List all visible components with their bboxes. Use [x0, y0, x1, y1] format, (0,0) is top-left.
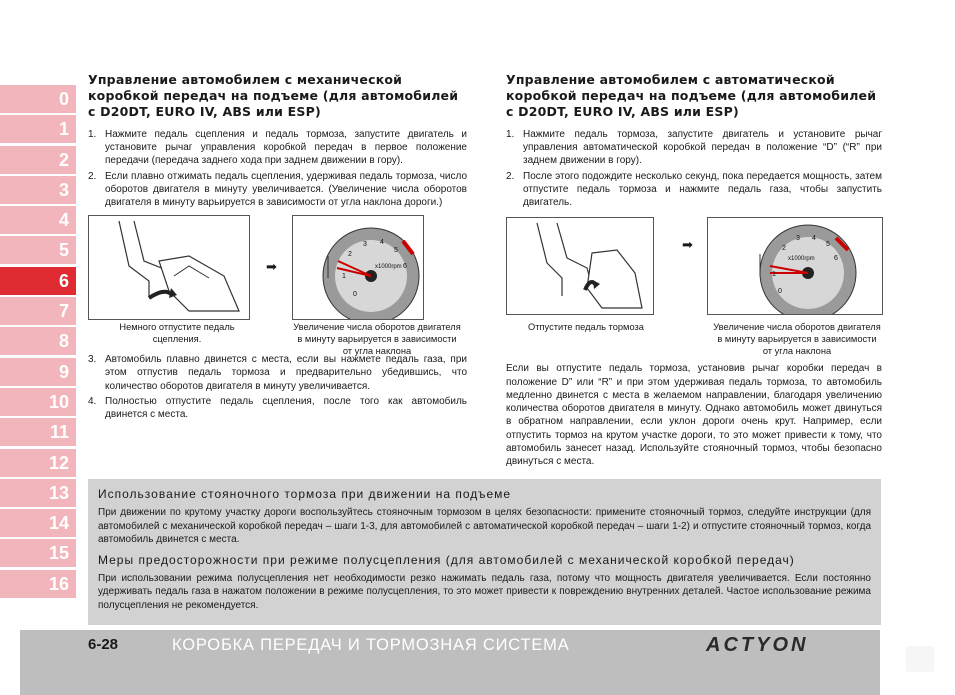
svg-text:5: 5: [394, 247, 398, 255]
manual-figures: [88, 215, 467, 357]
tachometer-illustration: [292, 215, 424, 320]
chapter-tab-9[interactable]: 9: [0, 358, 76, 386]
tacho-unit-label: x1000rpm: [375, 264, 402, 271]
info-heading-parking-brake: Использование стояночного тормоза при движении на подъеме: [98, 487, 512, 501]
manual-steps-b: [88, 353, 467, 421]
manual-transmission-section: [88, 72, 467, 423]
automatic-steps: [506, 128, 882, 209]
info-text-parking-brake: При движении по крутому участку дороги воспользуйтесь стояночным тормозом в целях безопасности: примените стояночный тормоз, следуйте инструкции (для автомобилей с механической коробкой передач – шаги 1-3, для автомобилей с автоматической коробкой передач – шаги 1-2) и отпустите стояночный тормоз, когда автомобиль двинется с места.: [98, 507, 871, 545]
arrow-icon: ➡: [682, 237, 693, 253]
brand-logo: ACTYON: [706, 634, 809, 656]
svg-text:0: 0: [353, 291, 357, 299]
svg-text:1: 1: [342, 273, 346, 281]
info-box: [88, 479, 881, 625]
caption-tacho: Увеличение числа оборотов двигателя в минуту варьируется в зависимости от угла наклона: [293, 322, 461, 357]
svg-text:5: 5: [826, 241, 830, 249]
caption-tacho: Увеличение числа оборотов двигателя в минуту варьируется в зависимости от угла наклона: [713, 322, 881, 357]
tacho-unit-label: x1000rpm: [788, 256, 815, 263]
chapter-tab-1[interactable]: 1: [0, 115, 76, 143]
chapter-tab-11[interactable]: 11: [0, 418, 76, 446]
step-item: 2. После этого подождите несколько секунд, пока передается мощность, затем отпустите педаль тормоза и нажмите педаль газа, чтобы запустить двигатель.: [506, 170, 882, 209]
brake-pedal-illustration: [506, 217, 654, 315]
step-item: 2. Если плавно отжимать педаль сцепления, удерживая педаль тормоза, число оборотов двигателя в минуту увеличивается. (Увеличение числа оборотов двигателя в минуту варьируется в зависимости от угла наклона дороги.): [88, 170, 467, 209]
info-heading-half-clutch: Меры предосторожности при режиме полусцепления (для автомобилей с механической коробкой передач): [98, 552, 795, 567]
caption-clutch: Немного отпустите педаль сцепления.: [119, 322, 235, 345]
chapter-tab-0[interactable]: 0: [0, 85, 76, 113]
info-text-half-clutch: При использовании режима полусцепления нет необходимости резко нажимать педаль газа, потому что мощность двигателя увеличивается. Если постоянно удерживать педаль газа в нажатом положении в режиме полусцепления, то это может привести к повреждению внутренних деталей. Частое использование режима полусцепления не рекомендуется.: [98, 572, 871, 611]
chapter-tab-6[interactable]: 6: [0, 267, 76, 295]
automatic-transmission-section: [506, 72, 882, 469]
chapter-tab-5[interactable]: 5: [0, 236, 76, 264]
chapter-tab-16[interactable]: 16: [0, 570, 76, 598]
step-item: 3. Автомобиль плавно двинется с места, если вы нажмете педаль газа, при этом отпустив педаль тормоза и предварительно убедившись, что количество оборотов двигателя в минуту увеличивается.: [88, 354, 467, 392]
manual-steps-a: [88, 128, 467, 209]
step-item: 1. Нажмите педаль тормоза, запустите двигатель и установите рычаг управления автоматической коробкой передач в положение “D” (“R” при заднем движении в гору).: [506, 129, 882, 167]
svg-text:3: 3: [363, 241, 367, 249]
chapter-tab-2[interactable]: 2: [0, 146, 76, 174]
section-title: КОРОБКА ПЕРЕДАЧ И ТОРМОЗНАЯ СИСТЕМА: [172, 636, 570, 654]
chapter-tab-10[interactable]: 10: [0, 388, 76, 416]
svg-text:4: 4: [380, 239, 384, 247]
clutch-pedal-illustration: [88, 215, 250, 320]
svg-text:4: 4: [812, 235, 816, 243]
chapter-tab-3[interactable]: 3: [0, 176, 76, 204]
svg-text:1: 1: [772, 271, 776, 279]
page-number: 6-28: [88, 636, 119, 653]
chapter-tabs: [0, 85, 76, 600]
svg-text:2: 2: [348, 251, 352, 259]
chapter-tab-15[interactable]: 15: [0, 539, 76, 567]
automatic-section-title: Управление автомобилем с автоматической коробкой передач на подъеме (для автомобилей с D20DT, EURO IV, ABS или ESP): [506, 72, 877, 119]
page-footer: [20, 630, 880, 695]
caption-brake: Отпустите педаль тормоза: [528, 322, 644, 333]
manual-section-title: Управление автомобилем с механической коробкой передач на подъеме (для автомобилей с D20DT, EURO IV, ABS или ESP): [88, 72, 459, 119]
chapter-tab-7[interactable]: 7: [0, 297, 76, 325]
step-item: 1. Нажмите педаль сцепления и педаль тормоза, запустите двигатель и установите рычаг управления коробкой передач в первое положение передачи (передача заднего хода при заднем движении в гору).: [88, 129, 467, 167]
svg-text:6: 6: [403, 263, 407, 271]
chapter-tab-4[interactable]: 4: [0, 206, 76, 234]
chapter-tab-12[interactable]: 12: [0, 449, 76, 477]
chapter-tab-8[interactable]: 8: [0, 327, 76, 355]
svg-text:3: 3: [796, 235, 800, 243]
svg-text:6: 6: [834, 255, 838, 263]
automatic-figures: [506, 217, 882, 357]
automatic-paragraph: Если вы отпустите педаль тормоза, установив рычаг коробки передач в положение D” или “R” и при этом удерживая педаль тормоза, то автомобиль медленно двинется с места в желаемом направлении, благодаря увеличению количества оборотов двигателя в минуту. Однако автомобиль может двинуться в обратном направлении, если уклон дороги очень крут. Например, если отпустить тормоз на крутом участке дороги, то это может привести к тому, что автомобиль занесет назад. Используйте стояночный тормоз, чтобы безопасно двинуться с места.: [506, 363, 882, 468]
step-item: 4. Полностью отпустите педаль сцепления, после того как автомобиль двинется с места.: [88, 395, 467, 421]
corner-mark: [906, 646, 934, 672]
tachometer-illustration: [707, 217, 883, 315]
arrow-icon: ➡: [266, 259, 277, 275]
chapter-tab-13[interactable]: 13: [0, 479, 76, 507]
chapter-tab-14[interactable]: 14: [0, 509, 76, 537]
svg-text:0: 0: [778, 288, 782, 296]
svg-text:2: 2: [782, 245, 786, 253]
